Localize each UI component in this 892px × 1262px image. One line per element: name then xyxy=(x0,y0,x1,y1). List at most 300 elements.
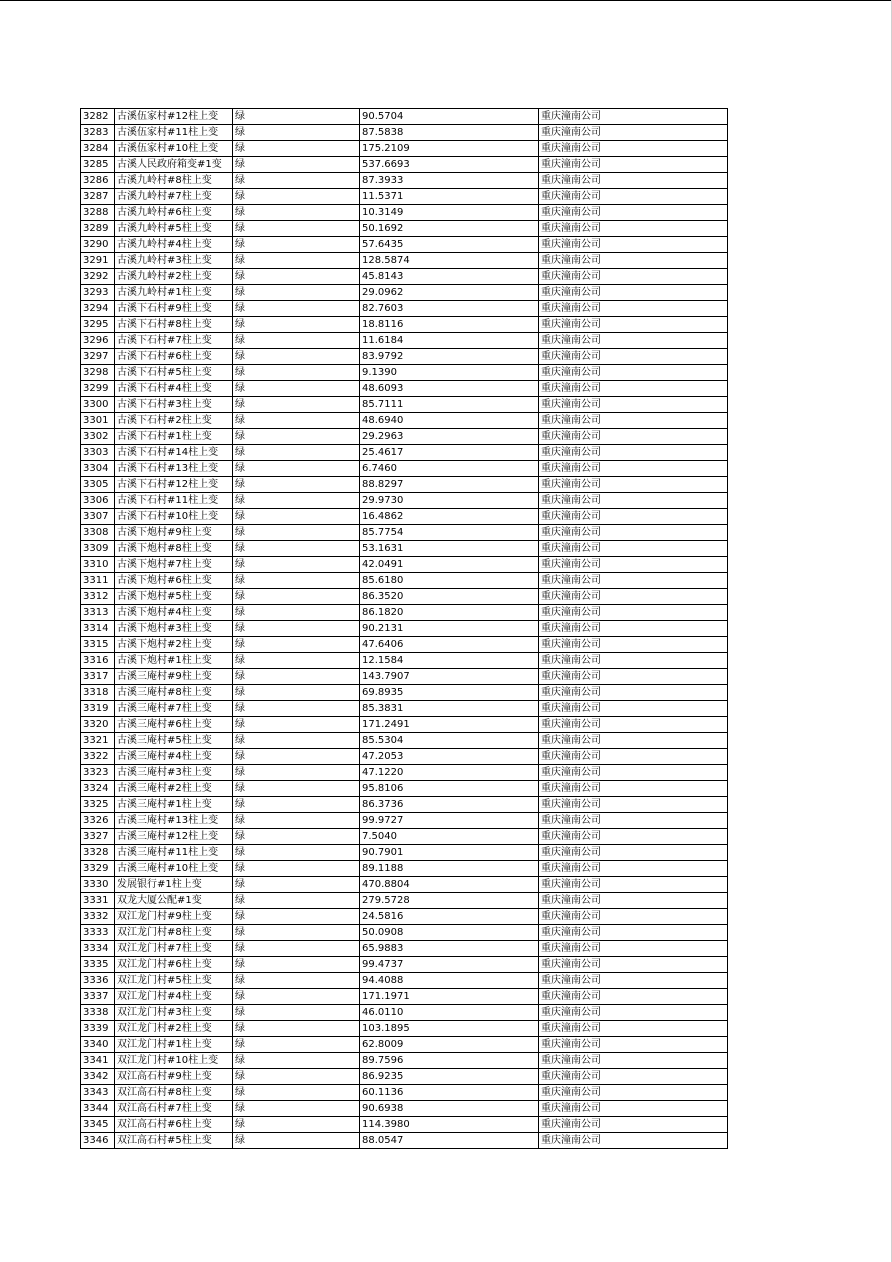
row-company-cell: 重庆潼南公司 xyxy=(539,285,728,301)
row-color-cell: 绿 xyxy=(233,957,360,973)
row-color-cell: 绿 xyxy=(233,733,360,749)
row-color-cell: 绿 xyxy=(233,1005,360,1021)
row-value-cell: 86.3520 xyxy=(360,589,539,605)
row-name-cell: 双江高石村#7柱上变 xyxy=(115,1101,233,1117)
row-value-cell: 50.1692 xyxy=(360,221,539,237)
row-value-cell: 89.1188 xyxy=(360,861,539,877)
row-color-cell: 绿 xyxy=(233,669,360,685)
row-value-cell: 171.2491 xyxy=(360,717,539,733)
row-company-cell: 重庆潼南公司 xyxy=(539,573,728,589)
row-company-cell: 重庆潼南公司 xyxy=(539,205,728,221)
row-id-cell: 3307 xyxy=(81,509,115,525)
row-color-cell: 绿 xyxy=(233,1053,360,1069)
row-name-cell: 古溪下石村#14柱上变 xyxy=(115,445,233,461)
row-color-cell: 绿 xyxy=(233,429,360,445)
row-id-cell: 3335 xyxy=(81,957,115,973)
row-value-cell: 24.5816 xyxy=(360,909,539,925)
row-company-cell: 重庆潼南公司 xyxy=(539,749,728,765)
table-row xyxy=(81,733,728,749)
table-row xyxy=(81,861,728,877)
table-row xyxy=(81,1069,728,1085)
row-name-cell: 古溪人民政府箱变#1变 xyxy=(115,157,233,173)
row-color-cell: 绿 xyxy=(233,557,360,573)
row-color-cell: 绿 xyxy=(233,653,360,669)
row-company-cell: 重庆潼南公司 xyxy=(539,1069,728,1085)
row-name-cell: 古溪三庵村#9柱上变 xyxy=(115,669,233,685)
table-row xyxy=(81,829,728,845)
row-value-cell: 85.7111 xyxy=(360,397,539,413)
table-row xyxy=(81,941,728,957)
row-name-cell: 双江龙门村#3柱上变 xyxy=(115,1005,233,1021)
row-company-cell: 重庆潼南公司 xyxy=(539,861,728,877)
row-name-cell: 古溪下石村#7柱上变 xyxy=(115,333,233,349)
row-company-cell: 重庆潼南公司 xyxy=(539,893,728,909)
row-value-cell: 99.4737 xyxy=(360,957,539,973)
row-name-cell: 古溪下炮村#3柱上变 xyxy=(115,621,233,637)
table-row xyxy=(81,253,728,269)
row-value-cell: 53.1631 xyxy=(360,541,539,557)
table-row xyxy=(81,333,728,349)
table-row xyxy=(81,1133,728,1149)
row-color-cell: 绿 xyxy=(233,333,360,349)
row-name-cell: 古溪三庵村#8柱上变 xyxy=(115,685,233,701)
table-row xyxy=(81,1101,728,1117)
row-id-cell: 3334 xyxy=(81,941,115,957)
row-company-cell: 重庆潼南公司 xyxy=(539,637,728,653)
row-id-cell: 3333 xyxy=(81,925,115,941)
row-color-cell: 绿 xyxy=(233,301,360,317)
row-value-cell: 9.1390 xyxy=(360,365,539,381)
row-company-cell: 重庆潼南公司 xyxy=(539,221,728,237)
row-value-cell: 7.5040 xyxy=(360,829,539,845)
row-name-cell: 古溪下炮村#6柱上变 xyxy=(115,573,233,589)
row-id-cell: 3290 xyxy=(81,237,115,253)
row-id-cell: 3330 xyxy=(81,877,115,893)
row-name-cell: 古溪九岭村#7柱上变 xyxy=(115,189,233,205)
row-company-cell: 重庆潼南公司 xyxy=(539,269,728,285)
row-name-cell: 古溪九岭村#4柱上变 xyxy=(115,237,233,253)
row-company-cell: 重庆潼南公司 xyxy=(539,621,728,637)
row-value-cell: 46.0110 xyxy=(360,1005,539,1021)
row-color-cell: 绿 xyxy=(233,541,360,557)
row-name-cell: 古溪三庵村#3柱上变 xyxy=(115,765,233,781)
table-row xyxy=(81,637,728,653)
row-color-cell: 绿 xyxy=(233,413,360,429)
row-color-cell: 绿 xyxy=(233,1101,360,1117)
row-id-cell: 3329 xyxy=(81,861,115,877)
row-name-cell: 古溪下炮村#1柱上变 xyxy=(115,653,233,669)
table-row xyxy=(81,493,728,509)
page-top-rule xyxy=(0,0,892,1)
row-id-cell: 3332 xyxy=(81,909,115,925)
row-color-cell: 绿 xyxy=(233,253,360,269)
row-id-cell: 3316 xyxy=(81,653,115,669)
table-row xyxy=(81,285,728,301)
row-color-cell: 绿 xyxy=(233,125,360,141)
row-value-cell: 99.9727 xyxy=(360,813,539,829)
table-row xyxy=(81,925,728,941)
table-row xyxy=(81,525,728,541)
row-value-cell: 90.6938 xyxy=(360,1101,539,1117)
row-value-cell: 88.8297 xyxy=(360,477,539,493)
row-id-cell: 3339 xyxy=(81,1021,115,1037)
row-name-cell: 双江高石村#9柱上变 xyxy=(115,1069,233,1085)
row-name-cell: 古溪九岭村#6柱上变 xyxy=(115,205,233,221)
row-company-cell: 重庆潼南公司 xyxy=(539,653,728,669)
row-company-cell: 重庆潼南公司 xyxy=(539,1085,728,1101)
table-row xyxy=(81,157,728,173)
table-row xyxy=(81,557,728,573)
row-id-cell: 3320 xyxy=(81,717,115,733)
row-company-cell: 重庆潼南公司 xyxy=(539,301,728,317)
row-value-cell: 62.8009 xyxy=(360,1037,539,1053)
row-company-cell: 重庆潼南公司 xyxy=(539,413,728,429)
row-value-cell: 47.6406 xyxy=(360,637,539,653)
row-value-cell: 85.7754 xyxy=(360,525,539,541)
row-id-cell: 3283 xyxy=(81,125,115,141)
row-color-cell: 绿 xyxy=(233,1021,360,1037)
table-row xyxy=(81,573,728,589)
table-row xyxy=(81,621,728,637)
row-company-cell: 重庆潼南公司 xyxy=(539,509,728,525)
row-company-cell: 重庆潼南公司 xyxy=(539,365,728,381)
table-row xyxy=(81,397,728,413)
table-row xyxy=(81,445,728,461)
row-company-cell: 重庆潼南公司 xyxy=(539,349,728,365)
row-color-cell: 绿 xyxy=(233,797,360,813)
row-name-cell: 古溪下石村#2柱上变 xyxy=(115,413,233,429)
row-name-cell: 双江龙门村#4柱上变 xyxy=(115,989,233,1005)
row-value-cell: 470.8804 xyxy=(360,877,539,893)
row-id-cell: 3322 xyxy=(81,749,115,765)
row-id-cell: 3282 xyxy=(81,109,115,125)
row-color-cell: 绿 xyxy=(233,477,360,493)
row-company-cell: 重庆潼南公司 xyxy=(539,973,728,989)
row-value-cell: 29.9730 xyxy=(360,493,539,509)
table-body xyxy=(81,109,728,1149)
row-id-cell: 3342 xyxy=(81,1069,115,1085)
row-value-cell: 279.5728 xyxy=(360,893,539,909)
row-id-cell: 3303 xyxy=(81,445,115,461)
row-id-cell: 3338 xyxy=(81,1005,115,1021)
row-id-cell: 3319 xyxy=(81,701,115,717)
row-id-cell: 3317 xyxy=(81,669,115,685)
row-company-cell: 重庆潼南公司 xyxy=(539,189,728,205)
row-id-cell: 3305 xyxy=(81,477,115,493)
row-value-cell: 47.2053 xyxy=(360,749,539,765)
row-id-cell: 3331 xyxy=(81,893,115,909)
row-color-cell: 绿 xyxy=(233,605,360,621)
row-company-cell: 重庆潼南公司 xyxy=(539,765,728,781)
table-row xyxy=(81,877,728,893)
row-name-cell: 古溪三庵村#6柱上变 xyxy=(115,717,233,733)
row-company-cell: 重庆潼南公司 xyxy=(539,941,728,957)
row-company-cell: 重庆潼南公司 xyxy=(539,173,728,189)
row-id-cell: 3344 xyxy=(81,1101,115,1117)
row-value-cell: 6.7460 xyxy=(360,461,539,477)
row-color-cell: 绿 xyxy=(233,525,360,541)
row-name-cell: 古溪下炮村#9柱上变 xyxy=(115,525,233,541)
table-row xyxy=(81,141,728,157)
row-name-cell: 古溪伍家村#10柱上变 xyxy=(115,141,233,157)
row-color-cell: 绿 xyxy=(233,1133,360,1149)
row-id-cell: 3315 xyxy=(81,637,115,653)
row-color-cell: 绿 xyxy=(233,973,360,989)
row-company-cell: 重庆潼南公司 xyxy=(539,925,728,941)
row-color-cell: 绿 xyxy=(233,1117,360,1133)
table-row xyxy=(81,797,728,813)
row-id-cell: 3326 xyxy=(81,813,115,829)
row-name-cell: 古溪下石村#3柱上变 xyxy=(115,397,233,413)
row-value-cell: 29.0962 xyxy=(360,285,539,301)
row-value-cell: 90.7901 xyxy=(360,845,539,861)
row-company-cell: 重庆潼南公司 xyxy=(539,797,728,813)
row-color-cell: 绿 xyxy=(233,109,360,125)
table-row xyxy=(81,1021,728,1037)
row-company-cell: 重庆潼南公司 xyxy=(539,109,728,125)
row-name-cell: 古溪伍家村#11柱上变 xyxy=(115,125,233,141)
row-company-cell: 重庆潼南公司 xyxy=(539,125,728,141)
row-name-cell: 双龙大厦公配#1变 xyxy=(115,893,233,909)
row-company-cell: 重庆潼南公司 xyxy=(539,877,728,893)
table-row xyxy=(81,1005,728,1021)
row-id-cell: 3292 xyxy=(81,269,115,285)
row-company-cell: 重庆潼南公司 xyxy=(539,1133,728,1149)
row-name-cell: 古溪下石村#13柱上变 xyxy=(115,461,233,477)
row-id-cell: 3298 xyxy=(81,365,115,381)
row-name-cell: 双江龙门村#7柱上变 xyxy=(115,941,233,957)
table-row xyxy=(81,909,728,925)
table-row xyxy=(81,1085,728,1101)
row-color-cell: 绿 xyxy=(233,749,360,765)
row-color-cell: 绿 xyxy=(233,589,360,605)
row-id-cell: 3301 xyxy=(81,413,115,429)
row-color-cell: 绿 xyxy=(233,925,360,941)
row-id-cell: 3291 xyxy=(81,253,115,269)
row-id-cell: 3318 xyxy=(81,685,115,701)
row-value-cell: 11.5371 xyxy=(360,189,539,205)
row-value-cell: 12.1584 xyxy=(360,653,539,669)
row-company-cell: 重庆潼南公司 xyxy=(539,525,728,541)
row-name-cell: 古溪下石村#12柱上变 xyxy=(115,477,233,493)
row-color-cell: 绿 xyxy=(233,717,360,733)
row-id-cell: 3284 xyxy=(81,141,115,157)
row-value-cell: 25.4617 xyxy=(360,445,539,461)
table-row xyxy=(81,813,728,829)
row-color-cell: 绿 xyxy=(233,189,360,205)
row-name-cell: 发展银行#1柱上变 xyxy=(115,877,233,893)
row-company-cell: 重庆潼南公司 xyxy=(539,461,728,477)
row-value-cell: 86.9235 xyxy=(360,1069,539,1085)
table-row xyxy=(81,477,728,493)
row-name-cell: 双江龙门村#9柱上变 xyxy=(115,909,233,925)
row-value-cell: 95.8106 xyxy=(360,781,539,797)
row-company-cell: 重庆潼南公司 xyxy=(539,605,728,621)
row-color-cell: 绿 xyxy=(233,1069,360,1085)
table-row xyxy=(81,957,728,973)
row-company-cell: 重庆潼南公司 xyxy=(539,829,728,845)
row-company-cell: 重庆潼南公司 xyxy=(539,429,728,445)
row-value-cell: 42.0491 xyxy=(360,557,539,573)
table-row xyxy=(81,205,728,221)
row-id-cell: 3300 xyxy=(81,397,115,413)
row-name-cell: 古溪三庵村#11柱上变 xyxy=(115,845,233,861)
table-row xyxy=(81,509,728,525)
row-value-cell: 175.2109 xyxy=(360,141,539,157)
row-value-cell: 48.6093 xyxy=(360,381,539,397)
row-company-cell: 重庆潼南公司 xyxy=(539,237,728,253)
table-row xyxy=(81,605,728,621)
table-row xyxy=(81,765,728,781)
row-name-cell: 古溪伍家村#12柱上变 xyxy=(115,109,233,125)
row-name-cell: 双江龙门村#10柱上变 xyxy=(115,1053,233,1069)
row-id-cell: 3286 xyxy=(81,173,115,189)
data-table xyxy=(80,108,728,1149)
row-id-cell: 3306 xyxy=(81,493,115,509)
row-color-cell: 绿 xyxy=(233,1037,360,1053)
row-value-cell: 171.1971 xyxy=(360,989,539,1005)
row-value-cell: 83.9792 xyxy=(360,349,539,365)
row-name-cell: 古溪下石村#1柱上变 xyxy=(115,429,233,445)
row-value-cell: 90.5704 xyxy=(360,109,539,125)
row-value-cell: 85.3831 xyxy=(360,701,539,717)
row-color-cell: 绿 xyxy=(233,909,360,925)
row-company-cell: 重庆潼南公司 xyxy=(539,813,728,829)
row-value-cell: 10.3149 xyxy=(360,205,539,221)
row-name-cell: 双江龙门村#6柱上变 xyxy=(115,957,233,973)
row-id-cell: 3302 xyxy=(81,429,115,445)
row-color-cell: 绿 xyxy=(233,893,360,909)
row-company-cell: 重庆潼南公司 xyxy=(539,493,728,509)
row-value-cell: 87.5838 xyxy=(360,125,539,141)
row-name-cell: 双江龙门村#8柱上变 xyxy=(115,925,233,941)
row-id-cell: 3308 xyxy=(81,525,115,541)
row-company-cell: 重庆潼南公司 xyxy=(539,733,728,749)
row-id-cell: 3310 xyxy=(81,557,115,573)
row-id-cell: 3311 xyxy=(81,573,115,589)
row-name-cell: 古溪下炮村#7柱上变 xyxy=(115,557,233,573)
row-color-cell: 绿 xyxy=(233,781,360,797)
row-color-cell: 绿 xyxy=(233,397,360,413)
row-value-cell: 57.6435 xyxy=(360,237,539,253)
row-name-cell: 古溪下石村#10柱上变 xyxy=(115,509,233,525)
row-name-cell: 古溪三庵村#5柱上变 xyxy=(115,733,233,749)
row-color-cell: 绿 xyxy=(233,685,360,701)
row-company-cell: 重庆潼南公司 xyxy=(539,477,728,493)
row-color-cell: 绿 xyxy=(233,461,360,477)
row-id-cell: 3324 xyxy=(81,781,115,797)
row-color-cell: 绿 xyxy=(233,365,360,381)
row-id-cell: 3313 xyxy=(81,605,115,621)
row-name-cell: 古溪下炮村#2柱上变 xyxy=(115,637,233,653)
row-color-cell: 绿 xyxy=(233,877,360,893)
row-value-cell: 143.7907 xyxy=(360,669,539,685)
row-color-cell: 绿 xyxy=(233,813,360,829)
table-row xyxy=(81,365,728,381)
row-company-cell: 重庆潼南公司 xyxy=(539,157,728,173)
table-row xyxy=(81,893,728,909)
table-row xyxy=(81,541,728,557)
row-company-cell: 重庆潼南公司 xyxy=(539,1053,728,1069)
row-value-cell: 87.3933 xyxy=(360,173,539,189)
row-id-cell: 3336 xyxy=(81,973,115,989)
table-row xyxy=(81,749,728,765)
row-company-cell: 重庆潼南公司 xyxy=(539,701,728,717)
row-value-cell: 47.1220 xyxy=(360,765,539,781)
row-name-cell: 古溪三庵村#2柱上变 xyxy=(115,781,233,797)
row-name-cell: 古溪下炮村#8柱上变 xyxy=(115,541,233,557)
row-name-cell: 古溪下石村#9柱上变 xyxy=(115,301,233,317)
row-color-cell: 绿 xyxy=(233,445,360,461)
table-row xyxy=(81,317,728,333)
table-row xyxy=(81,1117,728,1133)
row-color-cell: 绿 xyxy=(233,941,360,957)
row-color-cell: 绿 xyxy=(233,349,360,365)
row-id-cell: 3289 xyxy=(81,221,115,237)
table-row xyxy=(81,1053,728,1069)
table-row xyxy=(81,653,728,669)
table-row xyxy=(81,429,728,445)
row-company-cell: 重庆潼南公司 xyxy=(539,845,728,861)
row-value-cell: 89.7596 xyxy=(360,1053,539,1069)
row-color-cell: 绿 xyxy=(233,861,360,877)
row-name-cell: 古溪三庵村#10柱上变 xyxy=(115,861,233,877)
row-company-cell: 重庆潼南公司 xyxy=(539,557,728,573)
row-id-cell: 3345 xyxy=(81,1117,115,1133)
table-row xyxy=(81,845,728,861)
row-color-cell: 绿 xyxy=(233,205,360,221)
row-value-cell: 45.8143 xyxy=(360,269,539,285)
row-value-cell: 82.7603 xyxy=(360,301,539,317)
table-row xyxy=(81,669,728,685)
row-name-cell: 古溪三庵村#12柱上变 xyxy=(115,829,233,845)
table-row xyxy=(81,189,728,205)
row-id-cell: 3340 xyxy=(81,1037,115,1053)
row-id-cell: 3312 xyxy=(81,589,115,605)
row-id-cell: 3293 xyxy=(81,285,115,301)
row-id-cell: 3325 xyxy=(81,797,115,813)
table-row xyxy=(81,109,728,125)
row-value-cell: 69.8935 xyxy=(360,685,539,701)
row-id-cell: 3294 xyxy=(81,301,115,317)
row-name-cell: 古溪下石村#5柱上变 xyxy=(115,365,233,381)
table-row xyxy=(81,237,728,253)
table-row xyxy=(81,125,728,141)
row-value-cell: 50.0908 xyxy=(360,925,539,941)
table-row xyxy=(81,221,728,237)
table-row xyxy=(81,701,728,717)
row-company-cell: 重庆潼南公司 xyxy=(539,685,728,701)
row-value-cell: 94.4088 xyxy=(360,973,539,989)
row-color-cell: 绿 xyxy=(233,381,360,397)
row-company-cell: 重庆潼南公司 xyxy=(539,317,728,333)
row-name-cell: 古溪下石村#11柱上变 xyxy=(115,493,233,509)
row-company-cell: 重庆潼南公司 xyxy=(539,1005,728,1021)
row-value-cell: 65.9883 xyxy=(360,941,539,957)
row-company-cell: 重庆潼南公司 xyxy=(539,381,728,397)
row-value-cell: 103.1895 xyxy=(360,1021,539,1037)
row-company-cell: 重庆潼南公司 xyxy=(539,1037,728,1053)
row-company-cell: 重庆潼南公司 xyxy=(539,1101,728,1117)
row-value-cell: 537.6693 xyxy=(360,157,539,173)
row-id-cell: 3346 xyxy=(81,1133,115,1149)
row-name-cell: 双江龙门村#1柱上变 xyxy=(115,1037,233,1053)
row-name-cell: 双江高石村#6柱上变 xyxy=(115,1117,233,1133)
row-value-cell: 11.6184 xyxy=(360,333,539,349)
row-id-cell: 3295 xyxy=(81,317,115,333)
row-id-cell: 3328 xyxy=(81,845,115,861)
table-row xyxy=(81,301,728,317)
